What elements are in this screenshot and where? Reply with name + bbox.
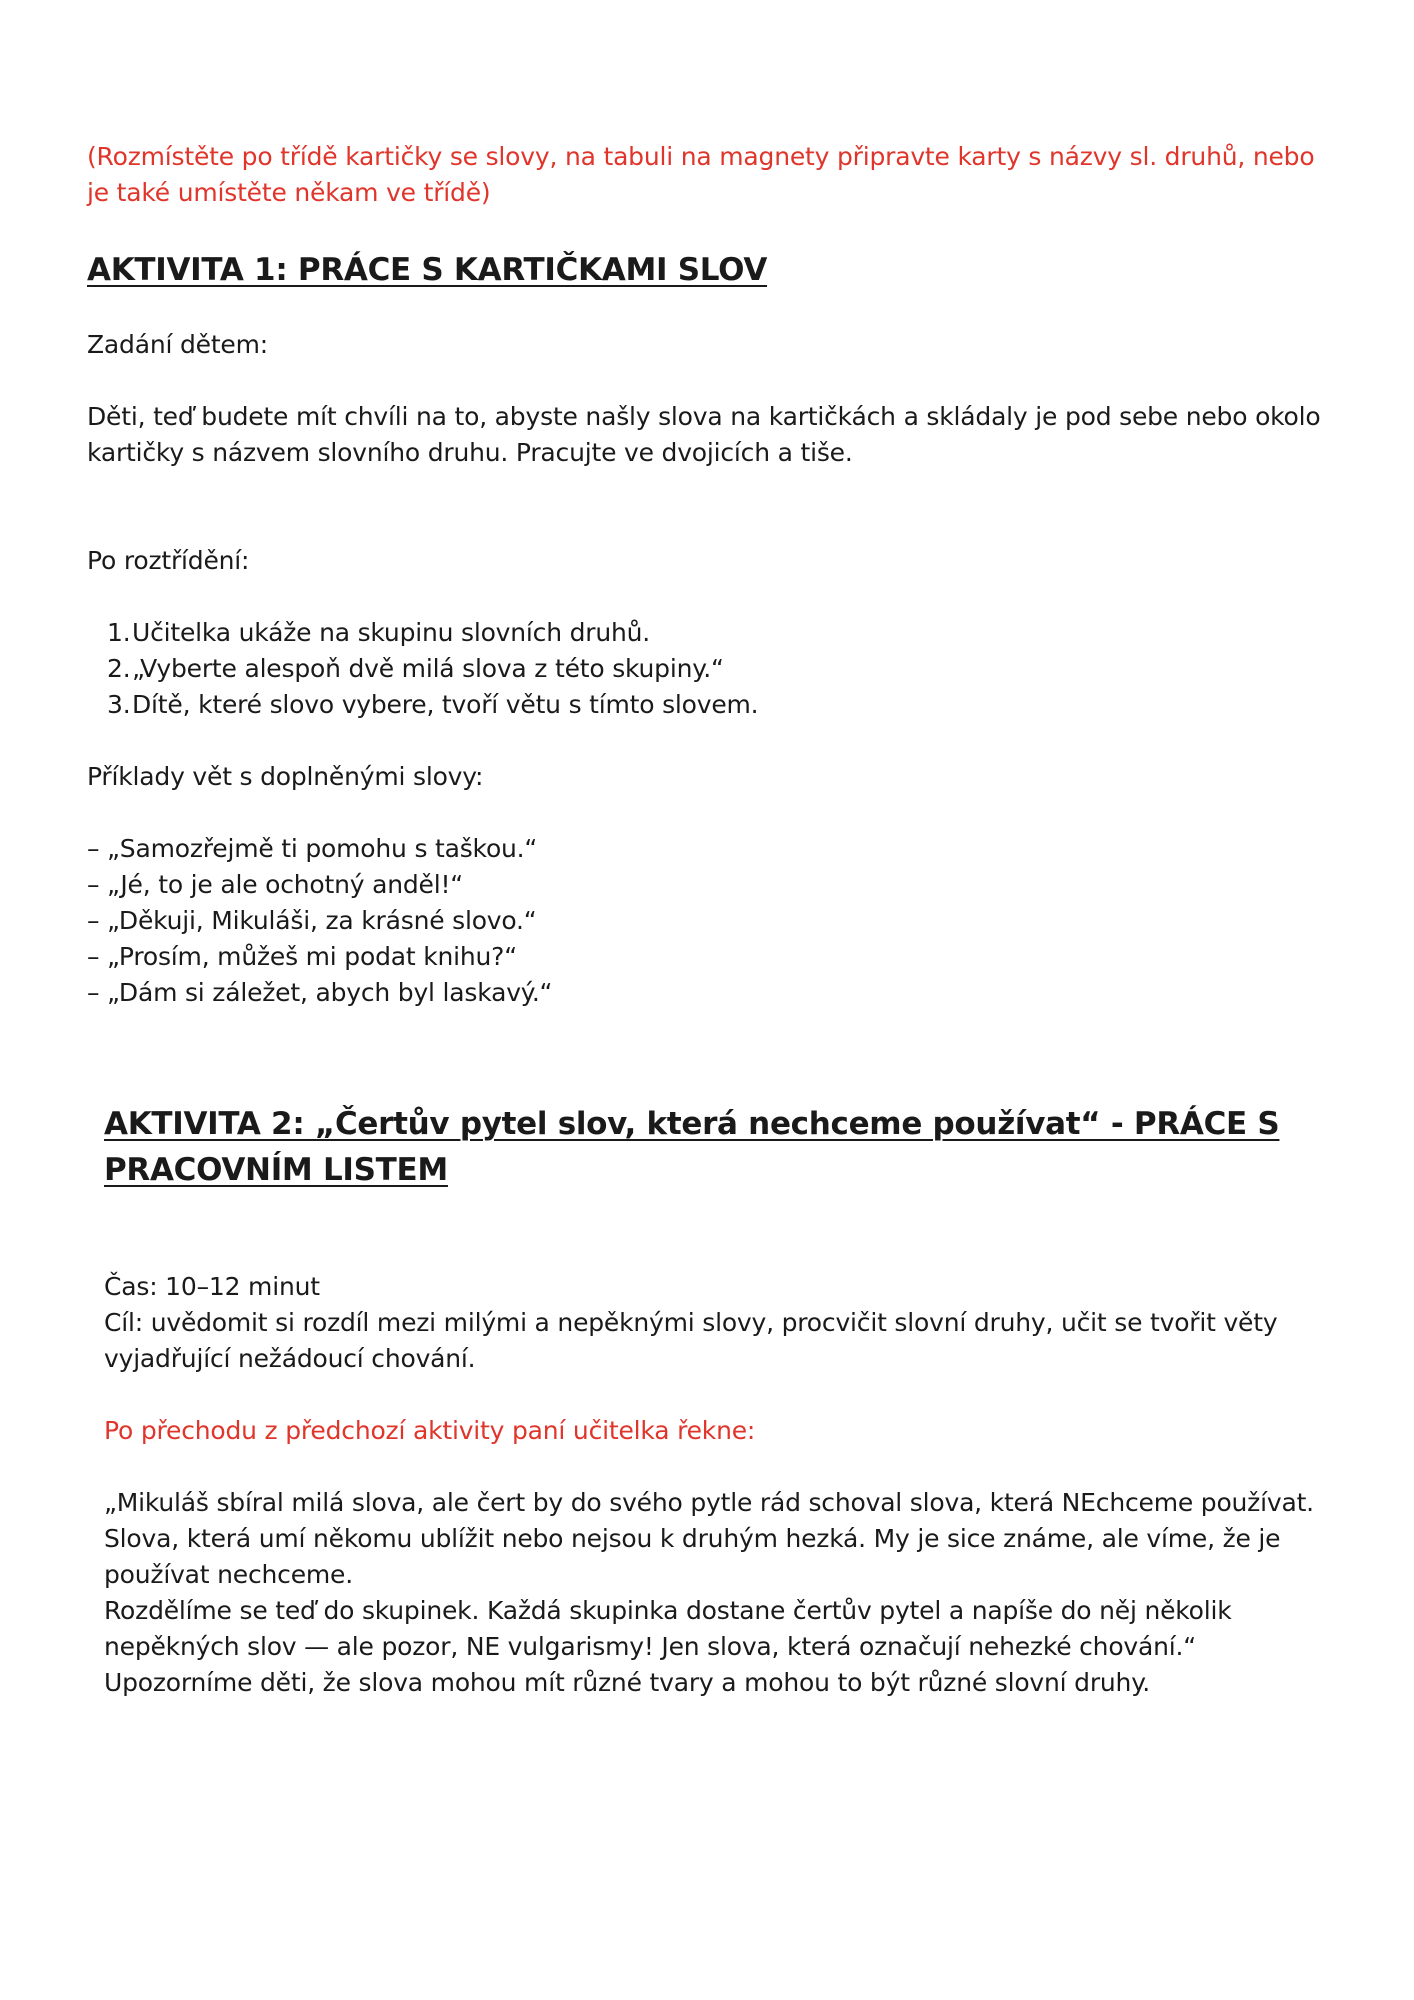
example-sentence: – „Samozřejmě ti pomohu s taškou.“	[87, 834, 538, 863]
step-number: 1.	[107, 618, 131, 647]
list-item	[87, 687, 1337, 723]
list-item	[87, 651, 1337, 687]
teacher-says-note: Po přechodu z předchozí aktivity paní učitelka řekne:	[104, 1416, 756, 1445]
after-sort-label: Po roztřídění:	[87, 546, 250, 575]
activity2-time: Čas: 10–12 minut	[104, 1272, 320, 1301]
activity2-heading	[104, 1101, 1344, 1193]
activity2-goal: Cíl: uvědomit si rozdíl mezi milými a nepěknými slovy, procvičit slovní druhy, učit se tvořit věty vyjadřující nežádoucí chování.	[104, 1308, 1278, 1373]
steps-list	[87, 615, 1337, 723]
intro-note: (Rozmístěte po třídě kartičky se slovy, na tabuli na magnety připravte karty s názvy sl. druhů, nebo je také umístěte někam ve třídě)	[87, 142, 1315, 207]
example-sentence: – „Děkuji, Mikuláši, za krásné slovo.“	[87, 906, 537, 935]
step-number: 2.	[107, 654, 131, 683]
examples-list	[87, 831, 1337, 1011]
example-sentence: – „Prosím, můžeš mi podat knihu?“	[87, 942, 517, 971]
step-text: „Vyberte alespoň dvě milá slova z této skupiny.“	[132, 654, 724, 683]
teacher-speech	[104, 1485, 1344, 1701]
example-sentence: – „Dám si záležet, abych byl laskavý.“	[87, 978, 553, 1007]
examples-label: Příklady vět s doplněnými slovy:	[87, 762, 484, 791]
assignment-label: Zadání dětem:	[87, 330, 268, 359]
speech-paragraph: „Mikuláš sbíral milá slova, ale čert by do svého pytle rád schoval slova, která NEchceme používat. Slova, která umí někomu ublížit nebo nejsou k druhým hezká. My je sice známe, ale víme, že je používat nechceme.	[104, 1488, 1314, 1589]
step-number: 3.	[107, 690, 131, 719]
activity1-heading: AKTIVITA 1: PRÁCE S KARTIČKAMI SLOV	[87, 252, 768, 288]
list-item	[87, 615, 1337, 651]
speech-paragraph: Rozdělíme se teď do skupinek. Každá skupinka dostane čertův pytel a napíše do něj několik nepěkných slov — ale pozor, NE vulgarismy! Jen slova, která označují nehezké chování.“	[104, 1596, 1232, 1661]
warning-text: Upozorníme děti, že slova mohou mít různé tvary a mohou to být různé slovní druhy.	[104, 1668, 1150, 1697]
assignment-text: Děti, teď budete mít chvíli na to, abyste našly slova na kartičkách a skládaly je pod sebe nebo okolo kartičky s názvem slovního druhu. Pracujte ve dvojicích a tiše.	[87, 402, 1321, 467]
activity2-heading-line1: AKTIVITA 2: „Čertův pytel slov, která nechceme používat“ - PRÁCE S	[104, 1106, 1280, 1142]
step-text: Učitelka ukáže na skupinu slovních druhů.	[132, 618, 651, 647]
activity2-heading-line2: PRACOVNÍM LISTEM	[104, 1152, 448, 1188]
step-text: Dítě, které slovo vybere, tvoří větu s tímto slovem.	[132, 690, 759, 719]
example-sentence: – „Jé, to je ale ochotný anděl!“	[87, 870, 464, 899]
